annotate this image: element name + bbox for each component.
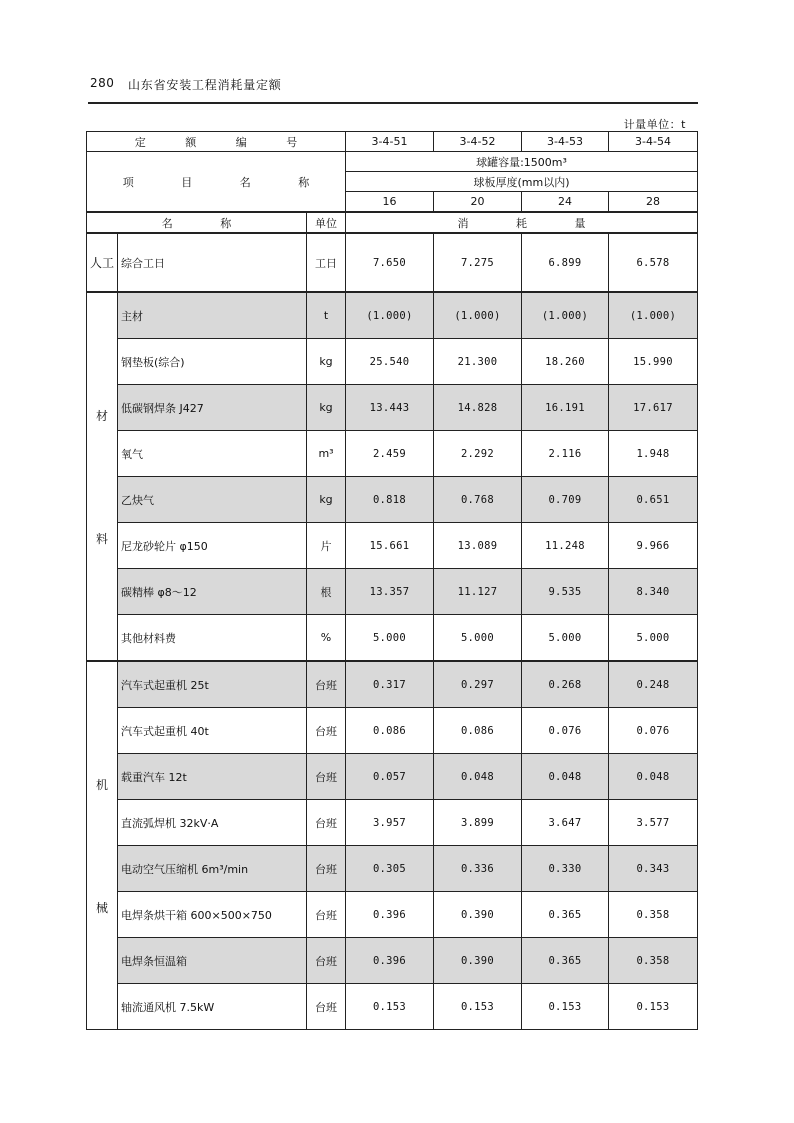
row-value: 0.086 (346, 708, 434, 754)
row-value: 13.443 (346, 385, 434, 431)
thickness-value: 24 (522, 192, 609, 213)
materials-category-char-2: 料 (95, 531, 108, 546)
row-value: 0.076 (522, 708, 609, 754)
row-unit: 片 (307, 523, 346, 569)
row-value: 0.365 (522, 892, 609, 938)
row-value: (1.000) (346, 292, 434, 339)
row-unit: 台班 (307, 938, 346, 984)
row-name: 尼龙砂轮片 φ150 (118, 523, 307, 569)
row-value: 3.899 (434, 800, 522, 846)
row-value: (1.000) (522, 292, 609, 339)
row-value: 18.260 (522, 339, 609, 385)
row-unit: kg (307, 477, 346, 523)
row-name: 综合工日 (118, 233, 307, 292)
row-name: 汽车式起重机 25t (118, 661, 307, 708)
row-value: 0.048 (522, 754, 609, 800)
row-value: 0.153 (346, 984, 434, 1030)
row-value: 0.390 (434, 938, 522, 984)
row-value: 0.057 (346, 754, 434, 800)
row-value: 15.990 (609, 339, 698, 385)
row-value: 0.153 (522, 984, 609, 1030)
row-value: 5.000 (434, 615, 522, 662)
row-value: 0.343 (609, 846, 698, 892)
row-value: 0.330 (522, 846, 609, 892)
thickness-value: 16 (346, 192, 434, 213)
row-value: 0.396 (346, 938, 434, 984)
row-value: 13.089 (434, 523, 522, 569)
row-value: 11.248 (522, 523, 609, 569)
page-number: 280 (90, 76, 115, 90)
machinery-category-char-1: 机 (95, 777, 108, 792)
unit-note: 计量单位：t (623, 118, 686, 131)
machinery-category-char-2: 械 (95, 900, 108, 915)
row-value: 0.651 (609, 477, 698, 523)
row-value: 0.396 (346, 892, 434, 938)
materials-category-char-1: 材 (95, 408, 108, 423)
row-value: 0.048 (609, 754, 698, 800)
row-unit: 工日 (307, 233, 346, 292)
row-value: (1.000) (609, 292, 698, 339)
row-unit: t (307, 292, 346, 339)
row-value: 3.957 (346, 800, 434, 846)
machinery-category (87, 661, 118, 1030)
row-value: 0.248 (609, 661, 698, 708)
row-name: 乙炔气 (118, 477, 307, 523)
row-value: 14.828 (434, 385, 522, 431)
row-unit: 台班 (307, 708, 346, 754)
row-value: 0.365 (522, 938, 609, 984)
row-value: 5.000 (522, 615, 609, 662)
row-unit: kg (307, 339, 346, 385)
unit-column-header: 单位 (307, 212, 346, 233)
thickness-label: 球板厚度(mm以内) (346, 172, 698, 192)
quota-table (86, 131, 698, 1030)
quota-code: 3-4-54 (609, 132, 698, 152)
row-value: 16.191 (522, 385, 609, 431)
row-name: 直流弧焊机 32kV·A (118, 800, 307, 846)
row-name: 载重汽车 12t (118, 754, 307, 800)
row-value: 11.127 (434, 569, 522, 615)
row-unit: 台班 (307, 754, 346, 800)
book-title: 山东省安装工程消耗量定额 (128, 78, 282, 92)
consumption-column-header: 消 耗 量 (346, 212, 698, 233)
row-name: 钢垫板(综合) (118, 339, 307, 385)
row-value: 0.317 (346, 661, 434, 708)
row-value: 0.076 (609, 708, 698, 754)
row-unit: 台班 (307, 892, 346, 938)
row-name: 汽车式起重机 40t (118, 708, 307, 754)
row-value: 6.899 (522, 233, 609, 292)
row-value: 17.617 (609, 385, 698, 431)
row-value: 0.297 (434, 661, 522, 708)
row-value: 0.709 (522, 477, 609, 523)
row-value: 2.116 (522, 431, 609, 477)
quota-code: 3-4-52 (434, 132, 522, 152)
row-value: 3.647 (522, 800, 609, 846)
row-value: 9.535 (522, 569, 609, 615)
row-value: 0.305 (346, 846, 434, 892)
row-value: 5.000 (346, 615, 434, 662)
row-unit: m³ (307, 431, 346, 477)
page-header (88, 74, 698, 104)
row-value: 1.948 (609, 431, 698, 477)
labor-category: 人工 (87, 233, 118, 292)
row-value: 0.768 (434, 477, 522, 523)
row-value: 0.048 (434, 754, 522, 800)
row-value: 3.577 (609, 800, 698, 846)
row-value: 7.650 (346, 233, 434, 292)
row-unit: 根 (307, 569, 346, 615)
row-value: 15.661 (346, 523, 434, 569)
row-value: 8.340 (609, 569, 698, 615)
row-unit: kg (307, 385, 346, 431)
row-value: 6.578 (609, 233, 698, 292)
row-name: 电动空气压缩机 6m³/min (118, 846, 307, 892)
materials-category (87, 292, 118, 661)
row-value: 0.390 (434, 892, 522, 938)
row-name: 电焊条烘干箱 600×500×750 (118, 892, 307, 938)
row-value: 0.086 (434, 708, 522, 754)
row-unit: 台班 (307, 661, 346, 708)
row-name: 碳精棒 φ8～12 (118, 569, 307, 615)
item-name-label: 项 目 名 称 (87, 152, 346, 213)
row-name: 电焊条恒温箱 (118, 938, 307, 984)
row-value: 7.275 (434, 233, 522, 292)
row-unit: % (307, 615, 346, 662)
row-value: 13.357 (346, 569, 434, 615)
row-unit: 台班 (307, 800, 346, 846)
quota-code: 3-4-51 (346, 132, 434, 152)
row-value: 5.000 (609, 615, 698, 662)
row-value: 0.358 (609, 938, 698, 984)
row-value: 0.153 (609, 984, 698, 1030)
name-column-header: 名 称 (87, 212, 307, 233)
row-value: 0.336 (434, 846, 522, 892)
row-value: 0.153 (434, 984, 522, 1030)
row-value: 2.459 (346, 431, 434, 477)
quota-code-label: 定 额 编 号 (87, 132, 346, 152)
row-value: 0.268 (522, 661, 609, 708)
row-value: 0.818 (346, 477, 434, 523)
capacity-label: 球罐容量:1500m³ (346, 152, 698, 172)
row-name: 轴流通风机 7.5kW (118, 984, 307, 1030)
row-unit: 台班 (307, 846, 346, 892)
quota-code: 3-4-53 (522, 132, 609, 152)
row-name: 氧气 (118, 431, 307, 477)
row-name: 低碳钢焊条 J427 (118, 385, 307, 431)
thickness-value: 28 (609, 192, 698, 213)
row-value: 21.300 (434, 339, 522, 385)
row-value: 9.966 (609, 523, 698, 569)
row-value: 2.292 (434, 431, 522, 477)
row-name: 其他材料费 (118, 615, 307, 662)
row-value: (1.000) (434, 292, 522, 339)
row-name: 主材 (118, 292, 307, 339)
row-value: 25.540 (346, 339, 434, 385)
thickness-value: 20 (434, 192, 522, 213)
row-value: 0.358 (609, 892, 698, 938)
row-unit: 台班 (307, 984, 346, 1030)
